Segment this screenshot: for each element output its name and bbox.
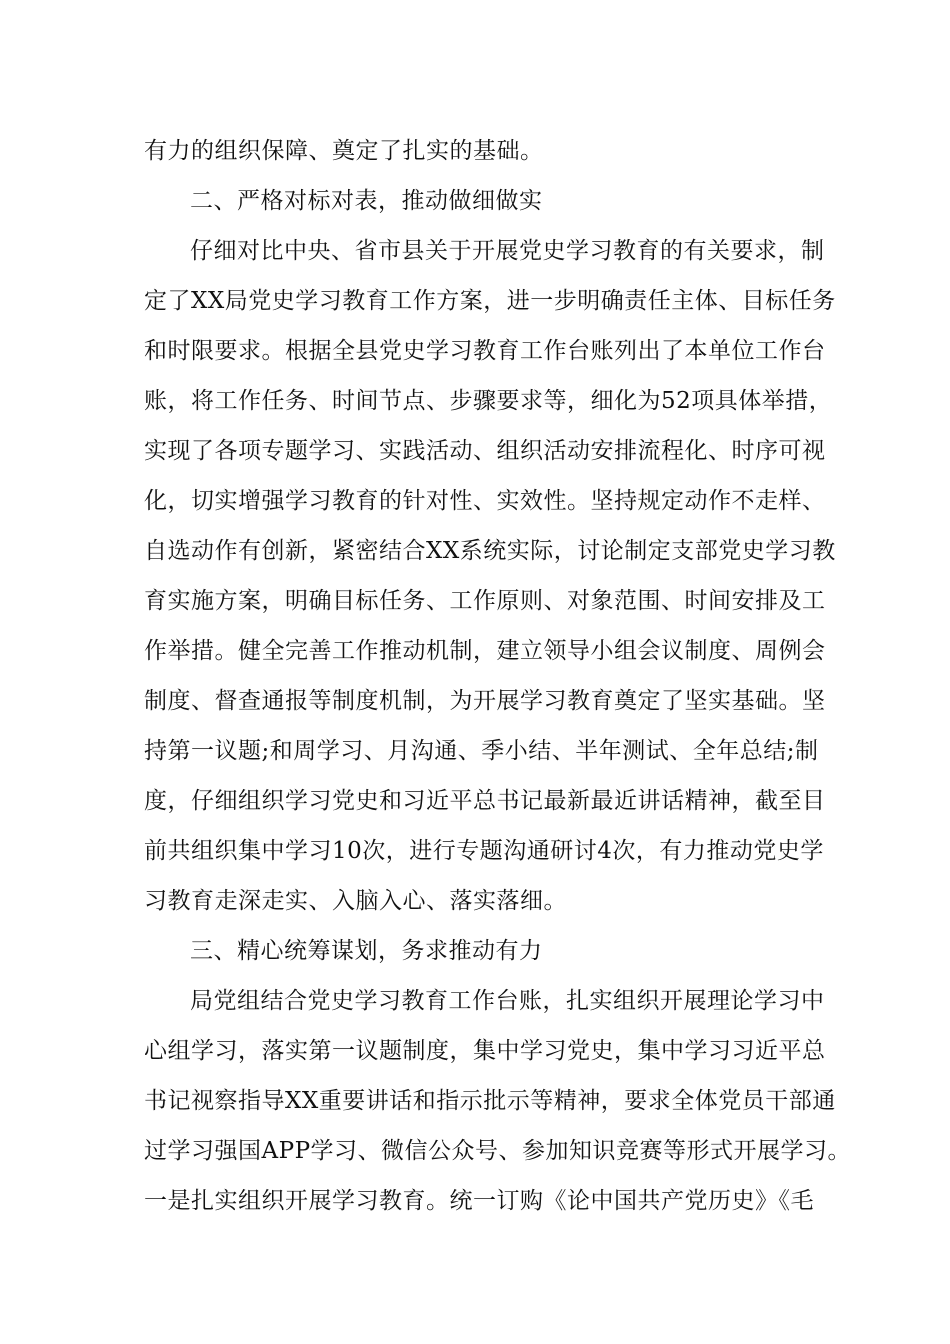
text-line: 仔细对比中央、省市县关于开展党史学习教育的有关要求，制	[190, 238, 825, 264]
text-line: 账，将工作任务、时间节点、步骤要求等，细化为52项具体举措，	[144, 388, 833, 414]
text-line: 书记视察指导XX重要讲话和指示批示等精神，要求全体党员干部通	[144, 1088, 836, 1114]
section-heading: 二、严格对标对表，推动做细做实	[190, 188, 543, 214]
text-line: 定了XX局党史学习教育工作方案，进一步明确责任主体、目标任务	[144, 288, 836, 314]
text-line: 一是扎实组织开展学习教育。统一订购《论中国共产党历史》《毛	[144, 1188, 814, 1214]
text-line: 自选动作有创新，紧密结合XX系统实际，讨论制定支部党史学习教	[144, 538, 836, 564]
text-line: 实现了各项专题学习、实践活动、组织活动安排流程化、时序可视	[144, 438, 826, 464]
text-line: 过学习强国APP学习、微信公众号、参加知识竞赛等形式开展学习。	[144, 1138, 852, 1164]
text-line: 度，仔细组织学习党史和习近平总书记最新最近讲话精神，截至目	[144, 788, 826, 814]
text-line: 局党组结合党史学习教育工作台账，扎实组织开展理论学习中	[190, 988, 825, 1014]
text-line: 和时限要求。根据全县党史学习教育工作台账列出了本单位工作台	[144, 338, 826, 364]
text-line: 育实施方案，明确目标任务、工作原则、对象范围、时间安排及工	[144, 588, 826, 614]
text-line: 有力的组织保障、奠定了扎实的基础。	[144, 138, 544, 164]
text-line: 作举措。健全完善工作推动机制，建立领导小组会议制度、周例会	[144, 638, 826, 664]
text-line: 前共组织集中学习10次，进行专题沟通研讨4次，有力推动党史学	[144, 838, 824, 864]
section-heading: 三、精心统筹谋划，务求推动有力	[190, 938, 543, 964]
text-line: 制度、督查通报等制度机制，为开展学习教育奠定了坚实基础。坚	[144, 688, 826, 714]
text-line: 习教育走深走实、入脑入心、落实落细。	[144, 888, 567, 914]
text-line: 心组学习，落实第一议题制度，集中学习党史，集中学习习近平总	[144, 1038, 826, 1064]
text-line: 持第一议题;和周学习、月沟通、季小结、半年测试、全年总结;制	[144, 738, 819, 764]
text-line: 化，切实增强学习教育的针对性、实效性。坚持规定动作不走样、	[144, 488, 826, 514]
